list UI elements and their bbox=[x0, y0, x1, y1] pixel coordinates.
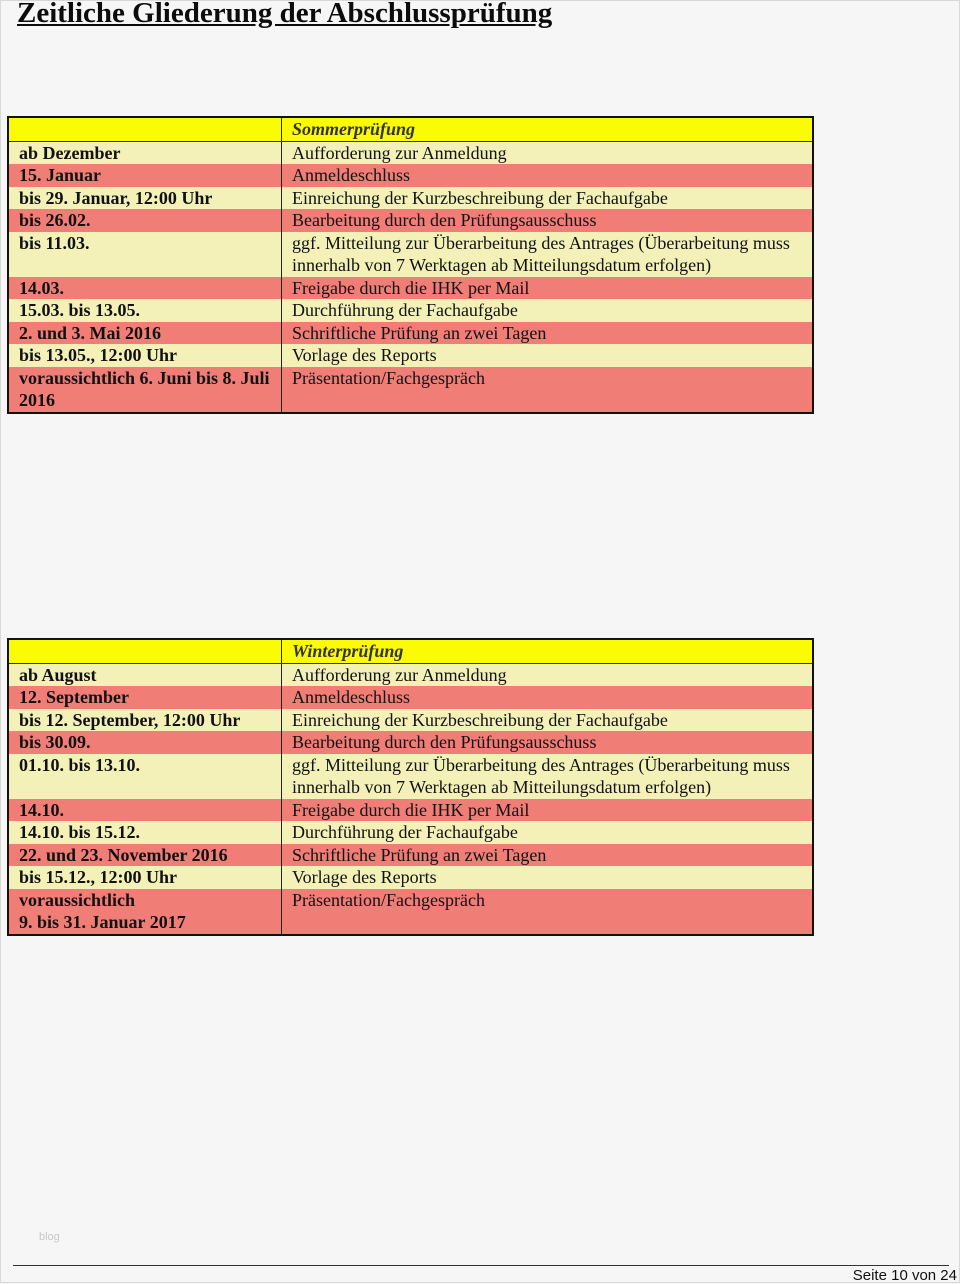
schedule-event: Durchführung der Fachaufgabe bbox=[282, 821, 814, 844]
schedule-row bbox=[8, 821, 813, 844]
schedule-date: 22. und 23. November 2016 bbox=[8, 844, 282, 867]
page-number: Seite 10 von 24 bbox=[852, 1267, 957, 1284]
schedule-date: bis 30.09. bbox=[8, 731, 282, 754]
schedule-row bbox=[8, 731, 813, 754]
schedule-row bbox=[8, 209, 813, 232]
schedule-event: Präsentation/Fachgespräch bbox=[282, 367, 814, 413]
schedule-date: bis 12. September, 12:00 Uhr bbox=[8, 709, 282, 732]
winter-schedule-table bbox=[7, 638, 814, 936]
schedule-date: voraussichtlich 6. Juni bis 8. Juli 2016 bbox=[8, 367, 282, 413]
schedule-event: Einreichung der Kurzbeschreibung der Fachaufgabe bbox=[282, 709, 814, 732]
schedule-row bbox=[8, 141, 813, 164]
schedule-row bbox=[8, 367, 813, 413]
schedule-event: Vorlage des Reports bbox=[282, 344, 814, 367]
winter-header-row bbox=[8, 639, 813, 663]
schedule-row bbox=[8, 799, 813, 822]
schedule-event: Bearbeitung durch den Prüfungsausschuss bbox=[282, 731, 814, 754]
schedule-event: Anmeldeschluss bbox=[282, 686, 814, 709]
header-date-cell bbox=[8, 117, 282, 141]
schedule-date: 14.10. bbox=[8, 799, 282, 822]
schedule-event: Präsentation/Fachgespräch bbox=[282, 889, 814, 935]
schedule-row bbox=[8, 322, 813, 345]
schedule-event: ggf. Mitteilung zur Überarbeitung des Antrages (Überarbeitung muss innerhalb von 7 Werktagen ab Mitteilungsdatum erfolgen) bbox=[282, 232, 814, 277]
schedule-row bbox=[8, 709, 813, 732]
schedule-event: Freigabe durch die IHK per Mail bbox=[282, 277, 814, 300]
schedule-row bbox=[8, 754, 813, 799]
schedule-date: 15. Januar bbox=[8, 164, 282, 187]
schedule-event: Anmeldeschluss bbox=[282, 164, 814, 187]
schedule-event: Schriftliche Prüfung an zwei Tagen bbox=[282, 322, 814, 345]
footer-divider bbox=[13, 1265, 949, 1266]
winter-schedule-body bbox=[8, 639, 813, 935]
schedule-event: ggf. Mitteilung zur Überarbeitung des Antrages (Überarbeitung muss innerhalb von 7 Werktagen ab Mitteilungsdatum erfolgen) bbox=[282, 754, 814, 799]
schedule-date: 15.03. bis 13.05. bbox=[8, 299, 282, 322]
page-title: Zeitliche Gliederung der Abschlussprüfung bbox=[17, 0, 553, 29]
summer-header: Sommerprüfung bbox=[282, 117, 814, 141]
schedule-event: Durchführung der Fachaufgabe bbox=[282, 299, 814, 322]
schedule-row bbox=[8, 232, 813, 277]
schedule-row bbox=[8, 299, 813, 322]
schedule-event: Schriftliche Prüfung an zwei Tagen bbox=[282, 844, 814, 867]
schedule-date: ab Dezember bbox=[8, 141, 282, 164]
schedule-date: 14.10. bis 15.12. bbox=[8, 821, 282, 844]
schedule-date: bis 11.03. bbox=[8, 232, 282, 277]
schedule-date: bis 15.12., 12:00 Uhr bbox=[8, 866, 282, 889]
schedule-date: 2. und 3. Mai 2016 bbox=[8, 322, 282, 345]
schedule-row bbox=[8, 187, 813, 210]
schedule-date: ab August bbox=[8, 663, 282, 686]
schedule-row bbox=[8, 889, 813, 935]
schedule-date: voraussichtlich 9. bis 31. Januar 2017 bbox=[8, 889, 282, 935]
summer-header-row bbox=[8, 117, 813, 141]
schedule-row bbox=[8, 164, 813, 187]
summer-schedule-body bbox=[8, 117, 813, 413]
summer-schedule-table bbox=[7, 116, 814, 414]
watermark: blog bbox=[39, 1231, 60, 1243]
schedule-date: bis 13.05., 12:00 Uhr bbox=[8, 344, 282, 367]
schedule-row bbox=[8, 686, 813, 709]
schedule-date: 01.10. bis 13.10. bbox=[8, 754, 282, 799]
schedule-event: Freigabe durch die IHK per Mail bbox=[282, 799, 814, 822]
schedule-row bbox=[8, 277, 813, 300]
winter-header: Winterprüfung bbox=[282, 639, 814, 663]
schedule-row bbox=[8, 844, 813, 867]
schedule-event: Aufforderung zur Anmeldung bbox=[282, 663, 814, 686]
schedule-row bbox=[8, 344, 813, 367]
schedule-event: Aufforderung zur Anmeldung bbox=[282, 141, 814, 164]
schedule-date: 12. September bbox=[8, 686, 282, 709]
schedule-date: bis 29. Januar, 12:00 Uhr bbox=[8, 187, 282, 210]
schedule-date: 14.03. bbox=[8, 277, 282, 300]
schedule-event: Vorlage des Reports bbox=[282, 866, 814, 889]
schedule-row bbox=[8, 663, 813, 686]
schedule-event: Bearbeitung durch den Prüfungsausschuss bbox=[282, 209, 814, 232]
header-date-cell bbox=[8, 639, 282, 663]
schedule-event: Einreichung der Kurzbeschreibung der Fachaufgabe bbox=[282, 187, 814, 210]
schedule-row bbox=[8, 866, 813, 889]
schedule-date: bis 26.02. bbox=[8, 209, 282, 232]
